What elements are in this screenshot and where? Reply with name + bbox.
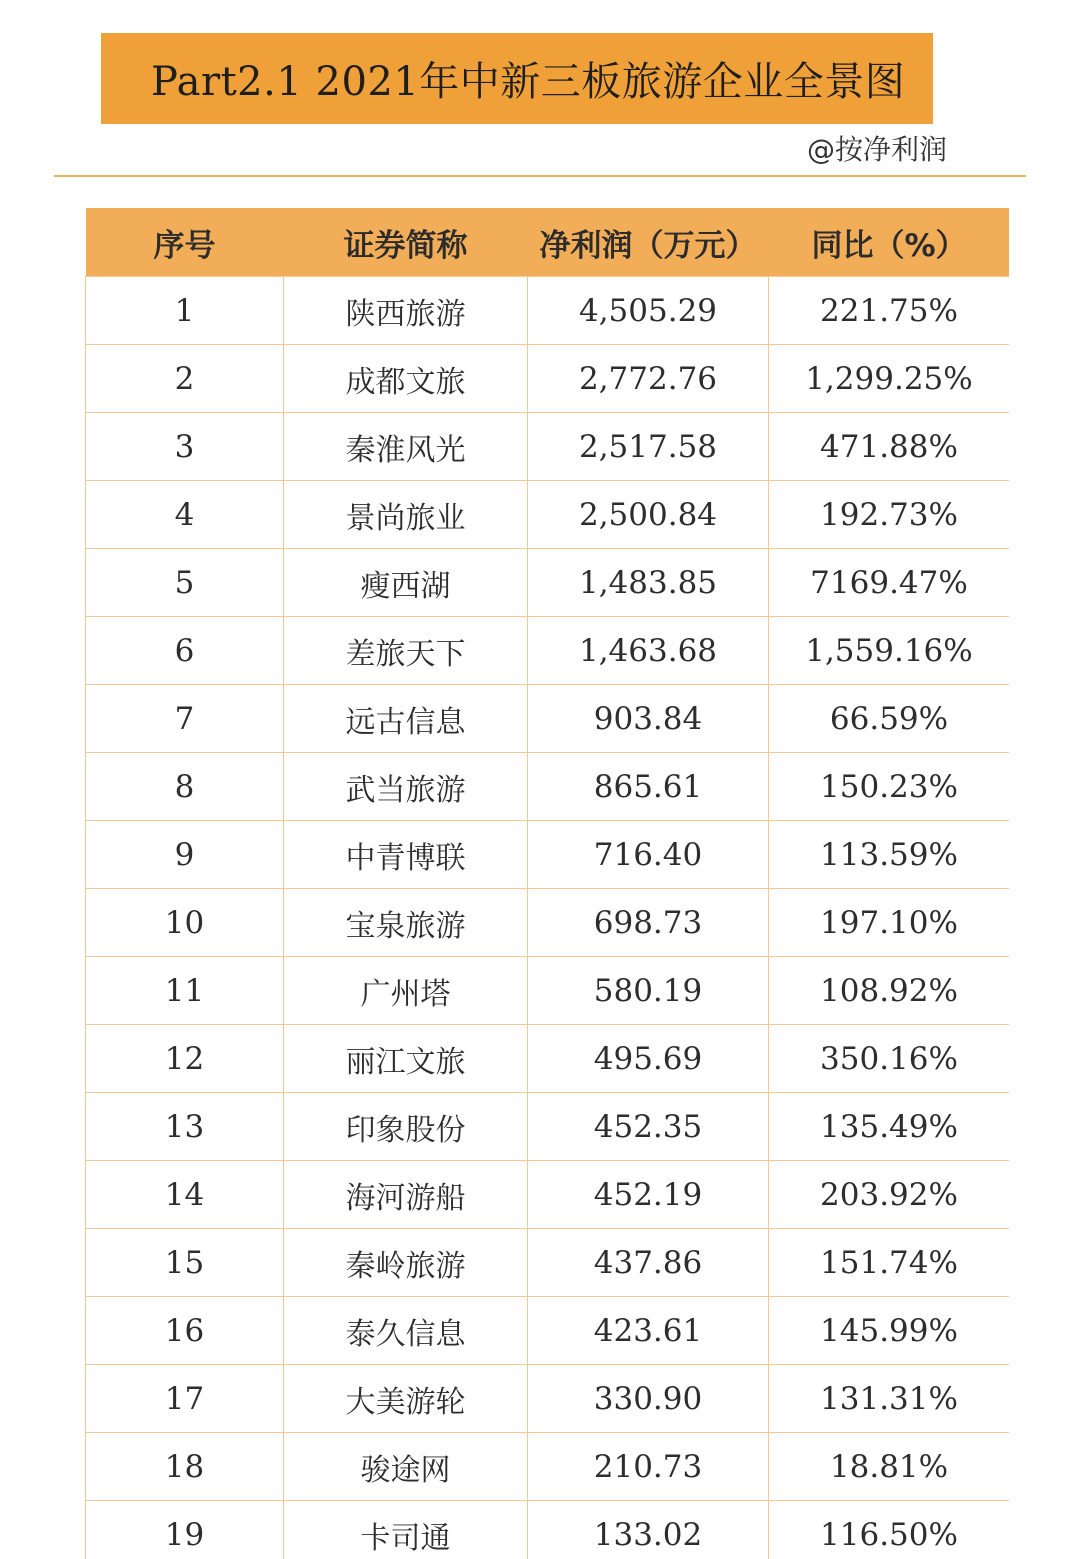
yoy-cell: 131.31% xyxy=(769,1365,1010,1433)
header-net-profit: 净利润（万元） xyxy=(528,208,769,277)
security-name-cell: 骏途网 xyxy=(284,1433,528,1501)
security-name-cell: 大美游轮 xyxy=(284,1365,528,1433)
table-row xyxy=(86,685,1010,753)
security-name-cell: 差旅天下 xyxy=(284,617,528,685)
net-profit-cell: 1,463.68 xyxy=(528,617,769,685)
net-profit-cell: 716.40 xyxy=(528,821,769,889)
security-name-cell: 秦岭旅游 xyxy=(284,1229,528,1297)
yoy-cell: 150.23% xyxy=(769,753,1010,821)
table-row xyxy=(86,821,1010,889)
security-name-cell: 远古信息 xyxy=(284,685,528,753)
yoy-cell: 108.92% xyxy=(769,957,1010,1025)
security-name-cell: 海河游船 xyxy=(284,1161,528,1229)
yoy-cell: 66.59% xyxy=(769,685,1010,753)
yoy-cell: 7169.47% xyxy=(769,549,1010,617)
security-name-cell: 丽江文旅 xyxy=(284,1025,528,1093)
security-name-cell: 武当旅游 xyxy=(284,753,528,821)
yoy-cell: 221.75% xyxy=(769,277,1010,345)
net-profit-cell: 865.61 xyxy=(528,753,769,821)
table-row xyxy=(86,277,1010,345)
yoy-cell: 113.59% xyxy=(769,821,1010,889)
table-row xyxy=(86,1365,1010,1433)
rank-cell: 17 xyxy=(86,1365,284,1433)
yoy-cell: 350.16% xyxy=(769,1025,1010,1093)
security-name-cell: 卡司通 xyxy=(284,1501,528,1559)
yoy-cell: 203.92% xyxy=(769,1161,1010,1229)
rank-cell: 7 xyxy=(86,685,284,753)
table-row xyxy=(86,1501,1010,1559)
title-banner xyxy=(101,33,933,124)
rank-cell: 1 xyxy=(86,277,284,345)
header-yoy: 同比（%） xyxy=(769,208,1010,277)
net-profit-cell: 423.61 xyxy=(528,1297,769,1365)
rank-cell: 3 xyxy=(86,413,284,481)
table-row xyxy=(86,1093,1010,1161)
ranking-table xyxy=(85,208,1009,1559)
security-name-cell: 陕西旅游 xyxy=(284,277,528,345)
security-name-cell: 景尚旅业 xyxy=(284,481,528,549)
rank-cell: 8 xyxy=(86,753,284,821)
net-profit-cell: 437.86 xyxy=(528,1229,769,1297)
security-name-cell: 瘦西湖 xyxy=(284,549,528,617)
yoy-cell: 116.50% xyxy=(769,1501,1010,1559)
yoy-cell: 1,559.16% xyxy=(769,617,1010,685)
security-name-cell: 成都文旅 xyxy=(284,345,528,413)
table-row xyxy=(86,957,1010,1025)
yoy-cell: 135.49% xyxy=(769,1093,1010,1161)
table-row xyxy=(86,1025,1010,1093)
rank-cell: 19 xyxy=(86,1501,284,1559)
rank-cell: 18 xyxy=(86,1433,284,1501)
yoy-cell: 197.10% xyxy=(769,889,1010,957)
page-title: Part2.1 2021年中新三板旅游企业全景图 xyxy=(151,59,906,105)
rank-cell: 12 xyxy=(86,1025,284,1093)
net-profit-cell: 698.73 xyxy=(528,889,769,957)
net-profit-cell: 2,772.76 xyxy=(528,345,769,413)
net-profit-cell: 452.19 xyxy=(528,1161,769,1229)
yoy-cell: 18.81% xyxy=(769,1433,1010,1501)
net-profit-cell: 2,500.84 xyxy=(528,481,769,549)
net-profit-cell: 903.84 xyxy=(528,685,769,753)
table-row xyxy=(86,549,1010,617)
security-name-cell: 宝泉旅游 xyxy=(284,889,528,957)
rank-cell: 4 xyxy=(86,481,284,549)
net-profit-cell: 330.90 xyxy=(528,1365,769,1433)
table-row xyxy=(86,889,1010,957)
table-row xyxy=(86,1229,1010,1297)
security-name-cell: 中青博联 xyxy=(284,821,528,889)
net-profit-cell: 210.73 xyxy=(528,1433,769,1501)
table-row xyxy=(86,345,1010,413)
rank-cell: 5 xyxy=(86,549,284,617)
net-profit-cell: 4,505.29 xyxy=(528,277,769,345)
table-row xyxy=(86,753,1010,821)
rank-cell: 11 xyxy=(86,957,284,1025)
security-name-cell: 秦淮风光 xyxy=(284,413,528,481)
ranking-table-container xyxy=(85,208,1009,1559)
yoy-cell: 145.99% xyxy=(769,1297,1010,1365)
table-row xyxy=(86,1297,1010,1365)
table-header-row xyxy=(86,208,1010,277)
table-row xyxy=(86,617,1010,685)
rank-cell: 10 xyxy=(86,889,284,957)
table-row xyxy=(86,481,1010,549)
yoy-cell: 192.73% xyxy=(769,481,1010,549)
net-profit-cell: 495.69 xyxy=(528,1025,769,1093)
net-profit-cell: 133.02 xyxy=(528,1501,769,1559)
rank-cell: 13 xyxy=(86,1093,284,1161)
table-body xyxy=(86,277,1010,1559)
security-name-cell: 广州塔 xyxy=(284,957,528,1025)
net-profit-cell: 2,517.58 xyxy=(528,413,769,481)
net-profit-cell: 452.35 xyxy=(528,1093,769,1161)
table-row xyxy=(86,1161,1010,1229)
rank-cell: 6 xyxy=(86,617,284,685)
yoy-cell: 151.74% xyxy=(769,1229,1010,1297)
security-name-cell: 泰久信息 xyxy=(284,1297,528,1365)
sort-note: @按净利润 xyxy=(806,133,947,166)
security-name-cell: 印象股份 xyxy=(284,1093,528,1161)
yoy-cell: 471.88% xyxy=(769,413,1010,481)
rank-cell: 9 xyxy=(86,821,284,889)
rank-cell: 14 xyxy=(86,1161,284,1229)
rank-cell: 16 xyxy=(86,1297,284,1365)
divider xyxy=(54,175,1026,177)
net-profit-cell: 1,483.85 xyxy=(528,549,769,617)
header-rank: 序号 xyxy=(86,208,284,277)
rank-cell: 2 xyxy=(86,345,284,413)
net-profit-cell: 580.19 xyxy=(528,957,769,1025)
rank-cell: 15 xyxy=(86,1229,284,1297)
table-row xyxy=(86,1433,1010,1501)
table-row xyxy=(86,413,1010,481)
header-security-name: 证券简称 xyxy=(284,208,528,277)
yoy-cell: 1,299.25% xyxy=(769,345,1010,413)
